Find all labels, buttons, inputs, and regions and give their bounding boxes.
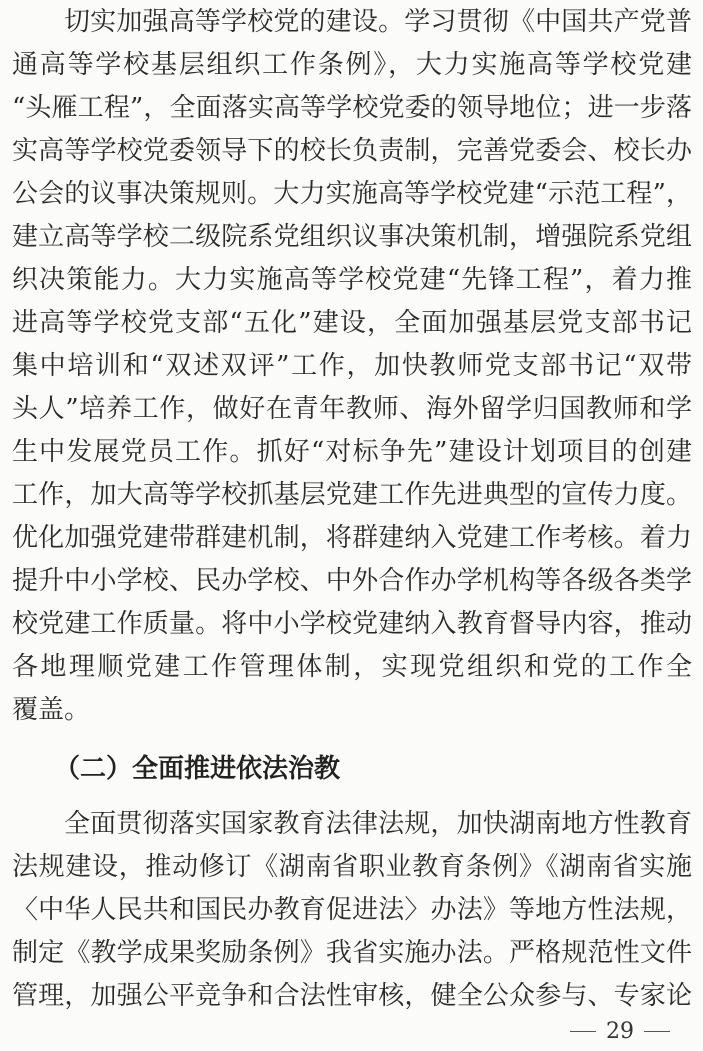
text-line: 头人”培养工作，做好在青年教师、海外留学归国教师和学 [12,394,692,424]
text-line: 校党建工作质量。将中小学校党建纳入教育督导内容，推动 [12,609,692,639]
footer-dash-left [570,1031,596,1032]
page-number: 29 [606,1018,634,1044]
text-line: 织决策能力。大力实施高等学校党建“先锋工程”，着力推 [12,265,692,295]
text-line: 〈中华人民共和国民办教育促进法〉办法》等地方性法规， [12,895,692,925]
text-line: 管理，加强公平竞争和合法性审核，健全公众参与、专家论 [12,981,692,1011]
section-heading: （二）全面推进依法治教 [54,754,341,784]
text-line: 集中培训和“双述双评”工作，加快教师党支部书记“双带 [12,351,692,381]
page-footer [570,1018,670,1044]
text-line: 法规建设，推动修订《湖南省职业教育条例》《湖南省实施 [12,852,692,882]
text-line: 提升中小学校、民办学校、中外合作办学机构等各级各类学 [12,566,692,596]
text-line: 进高等学校党支部“五化”建设，全面加强基层党支部书记 [12,308,692,338]
text-line: 全面贯彻落实国家教育法律法规，加快湖南地方性教育 [64,809,692,839]
text-line: 优化加强党建带群建机制，将群建纳入党建工作考核。着力 [12,523,692,553]
text-line: 工作，加大高等学校抓基层党建工作先进典型的宣传力度。 [12,480,692,510]
text-line: 公会的议事决策规则。大力实施高等学校党建“示范工程”， [12,179,692,209]
text-line: 覆盖。 [12,695,91,725]
text-line: 切实加强高等学校党的建设。学习贯彻《中国共产党普 [64,7,692,37]
text-line: 实高等学校党委领导下的校长负责制，完善党委会、校长办 [12,136,692,166]
text-line: 制定《教学成果奖励条例》我省实施办法。严格规范性文件 [12,938,692,968]
text-line: 通高等学校基层组织工作条例》，大力实施高等学校党建 [12,50,692,80]
footer-dash-right [644,1031,670,1032]
text-line: 生中发展党员工作。抓好“对标争先”建设计划项目的创建 [12,437,692,467]
text-line: 各地理顺党建工作管理体制，实现党组织和党的工作全 [12,652,692,682]
text-line: “头雁工程”，全面落实高等学校党委的领导地位；进一步落 [12,93,692,123]
text-line: 建立高等学校二级院系党组织议事决策机制，增强院系党组 [12,222,692,252]
